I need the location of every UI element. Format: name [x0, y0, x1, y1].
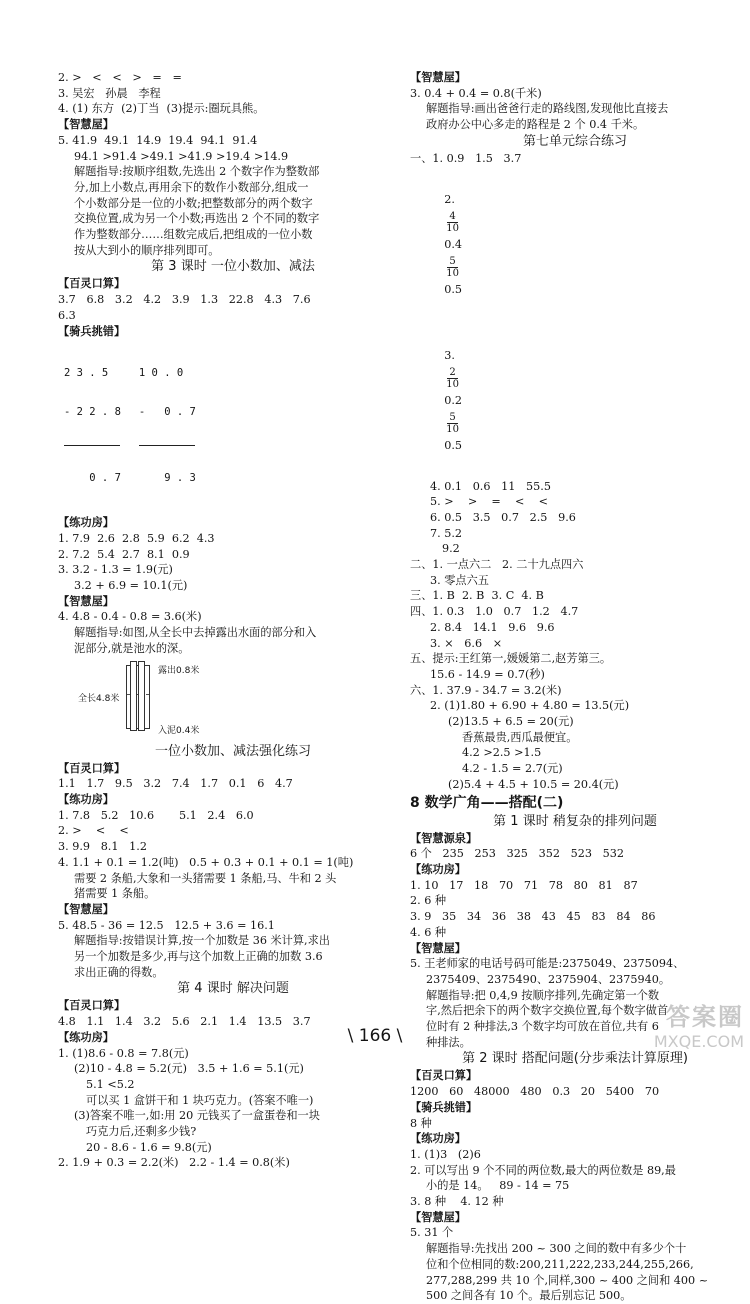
- answer-line: 小的是 14。 89 - 14 = 75: [426, 1179, 570, 1193]
- section-label: 【智慧屋】: [58, 117, 114, 132]
- numerator: 4: [449, 210, 456, 222]
- answer-line: 6 个 235 253 325 352 523 532: [410, 847, 624, 861]
- explanation-line: 解题指导:画出爸爸行走的路线图,发现他比直接去: [426, 102, 669, 116]
- answer-line: 1.1 1.7 9.5 3.2 7.4 1.7 0.1 6 4.7: [58, 777, 293, 791]
- fraction: [446, 412, 459, 435]
- answer-line: 四、1. 0.3 1.0 0.7 1.2 4.7: [410, 605, 579, 619]
- calc-row: - 0 . 7: [138, 406, 196, 419]
- answer-line: 5. 41.9 49.1 14.9 19.4 94.1 91.4: [58, 133, 258, 147]
- section-label: 【百灵口算】: [58, 276, 126, 291]
- answer-line: 3. 吴宏 孙晨 李程: [58, 86, 161, 100]
- label-above-water: 露出0.8米: [158, 665, 200, 676]
- answer-line: 4. 6 种: [410, 925, 447, 939]
- section-label: 【练功房】: [58, 791, 114, 806]
- answer-line: 5. > > = < <: [430, 495, 548, 509]
- answer-line: 3. 8 种 4. 12 种: [410, 1195, 504, 1209]
- answer-line: 猪需要 1 条船。: [74, 887, 156, 901]
- lesson-title: 第 4 课时 解决问题: [177, 981, 289, 997]
- decimal-value: 0.2: [444, 393, 463, 407]
- answer-line: 3.7 6.8 3.2 4.2 3.9 1.3 22.8 4.3 7.6: [58, 293, 311, 307]
- answer-line: 2. > < < > = =: [58, 71, 182, 84]
- section-label: 【智慧屋】: [410, 940, 466, 955]
- calc-rule: [139, 445, 195, 446]
- answer-line: 9.2: [442, 542, 460, 556]
- explanation-line: 作为整数部分……组数完成后,把组成的一位小数: [74, 228, 313, 242]
- calc-row: - 2 2 . 8: [64, 406, 121, 419]
- calc-row: 1 0 . 0: [138, 367, 184, 380]
- explanation-line: 另一个加数是多少,再与这个加数上正确的加数 3.6: [74, 950, 323, 964]
- calc-row: 0 . 7: [64, 472, 121, 485]
- numerator: 5: [449, 255, 456, 267]
- explanation-line: 解题指导:先找出 200 ~ 300 之间的数中有多少个十: [426, 1242, 687, 1256]
- explanation-line: 种排法。: [426, 1035, 471, 1049]
- explanation-line: 位和个位相同的数:200,211,222,233,244,255,266,: [426, 1257, 694, 1271]
- section-label: 【智慧屋】: [410, 70, 466, 84]
- answer-line: 五、提示:王红第一,媛媛第二,赵芳第三。: [410, 652, 612, 666]
- right-column: [410, 70, 740, 1304]
- section-label: 【智慧屋】: [58, 593, 114, 608]
- answer-line: 8 种: [410, 1116, 432, 1130]
- answer-line: 94.1 >91.4 >49.1 >41.9 >19.4 >14.9: [74, 149, 289, 163]
- answer-line: 4. 4.8 - 0.4 - 0.8 = 3.6(米): [58, 610, 202, 624]
- answer-line: 3. 3.2 - 1.3 = 1.9(元): [58, 563, 173, 577]
- section-label: 【练功房】: [58, 1029, 114, 1044]
- answer-line: (2)10 - 4.8 = 5.2(元) 3.5 + 1.6 = 5.1(元): [74, 1062, 304, 1076]
- vertical-calc-b: [139, 341, 196, 511]
- section-label: 【百灵口算】: [410, 1068, 478, 1083]
- chapter-title: 8 数学广角——搭配(二): [410, 794, 564, 811]
- fraction-row: [410, 167, 740, 323]
- answer-line: 1. 7.9 2.6 2.8 5.9 6.2 4.3: [58, 531, 215, 545]
- answer-line: (2)5.4 + 4.5 + 10.5 = 20.4(元): [448, 777, 619, 791]
- watermark-logo: [654, 997, 744, 1051]
- watermark-url: MXQE.COM: [653, 1032, 744, 1051]
- decimal-value: 0.4: [444, 237, 463, 251]
- lesson-title: 第 2 课时 搭配问题(分步乘法计算原理): [462, 1051, 688, 1067]
- vertical-calc-a: [64, 341, 121, 511]
- answer-line: 1. 10 17 18 70 71 78 80 81 87: [410, 878, 638, 892]
- page-number: \ 166 \: [347, 1026, 403, 1046]
- explanation-line: 政府办公中心多走的路程是 2 个 0.4 千米。: [426, 118, 645, 132]
- denominator: 10: [446, 222, 459, 234]
- item-number: 3.: [444, 348, 455, 362]
- section-label: 【智慧源泉】: [410, 830, 478, 845]
- denominator: 10: [446, 378, 459, 390]
- section-label: 【练功房】: [410, 861, 466, 876]
- explanation-line: 277,288,299 共 10 个,同样,300 ~ 400 之间和 400 ~: [426, 1273, 709, 1287]
- answer-line: 1200 60 48000 480 0.3 20 5400 70: [410, 1085, 660, 1099]
- answer-line: 3. 0.4 + 0.4 = 0.8(千米): [410, 86, 542, 100]
- calc-row: 2 3 . 5: [64, 367, 109, 380]
- vertical-calculations: [58, 341, 408, 511]
- answer-line: 二、1. 一点六二 2. 二十九点四六: [410, 558, 584, 572]
- answer-line: 3. 零点六五: [430, 573, 489, 587]
- numerator: 2: [449, 366, 456, 378]
- answer-line: 2. (1)1.80 + 6.90 + 4.80 = 13.5(元): [430, 699, 630, 713]
- answer-line: 六、1. 37.9 - 34.7 = 3.2(米): [410, 683, 562, 697]
- fraction: [446, 256, 459, 279]
- section-label: 【智慧屋】: [410, 1209, 466, 1224]
- pole-right: [138, 661, 145, 731]
- answer-line: 2. 可以写出 9 个不同的两位数,最大的两位数是 89,最: [410, 1163, 676, 1177]
- label-in-mud: 入泥0.4米: [158, 725, 200, 736]
- unit-title: 第七单元综合练习: [522, 133, 627, 149]
- answer-line: 2. 1.9 + 0.3 = 2.2(米) 2.2 - 1.4 = 0.8(米): [58, 1156, 290, 1170]
- explanation-line: 分,加上小数点,再用余下的数作小数部分,组成一: [74, 180, 309, 194]
- explanation-line: 按从大到小的顺序排列即可。: [74, 243, 220, 257]
- left-column: [58, 70, 408, 1171]
- answer-line: 15.6 - 14.9 = 0.7(秒): [430, 667, 545, 681]
- explanation-line: 解题指导:把 0,4,9 按顺序排列,先确定第一个数: [426, 988, 660, 1002]
- answer-line: 三、1. B 2. B 3. C 4. B: [410, 589, 544, 603]
- section-label: 【百灵口算】: [58, 998, 126, 1013]
- answer-line: 4. 1.1 + 0.1 = 1.2(吨) 0.5 + 0.3 + 0.1 + 0.1 = 1(吨): [58, 855, 354, 869]
- answer-line: 1. 7.8 5.2 10.6 5.1 2.4 6.0: [58, 808, 254, 822]
- answer-line: 4.8 1.1 1.4 3.2 5.6 2.1 1.4 13.5 3.7: [58, 1015, 311, 1029]
- section-label: 【骑兵挑错】: [58, 323, 126, 338]
- answer-line: 2. 7.2 5.4 2.7 8.1 0.9: [58, 547, 190, 561]
- label-total-length: 全长4.8米: [78, 693, 120, 704]
- answer-line: 香蕉最贵,西瓜最便宜。: [462, 730, 578, 744]
- answer-line: 1. (1)8.6 - 0.8 = 7.8(元): [58, 1046, 189, 1060]
- answer-line: 4.2 - 1.5 = 2.7(元): [462, 762, 563, 776]
- explanation-line: 位时有 2 种排法,3 个数字均可放在首位,共有 6: [426, 1020, 659, 1034]
- denominator: 10: [446, 267, 459, 279]
- section-label: 【练功房】: [58, 515, 114, 530]
- pole-left: [130, 661, 137, 731]
- answer-line: 5. 31 个: [410, 1226, 454, 1240]
- calc-rule: [64, 445, 120, 446]
- answer-line: 3. × 6.6 ×: [430, 636, 503, 650]
- answer-line: 3. 9 35 34 36 38 43 45 83 84 86: [410, 910, 656, 924]
- answer-line: 4.2 >2.5 >1.5: [462, 746, 542, 760]
- item-number: 2.: [444, 192, 455, 206]
- section-label: 【智慧屋】: [58, 901, 114, 916]
- answer-line: 2. 6 种: [410, 894, 447, 908]
- answer-line: 1. (1)3 (2)6: [410, 1147, 481, 1161]
- answer-line: 2. 8.4 14.1 9.6 9.6: [430, 620, 555, 634]
- answer-line: 6. 0.5 3.5 0.7 2.5 9.6: [430, 510, 576, 524]
- watermark-main: 答案圈: [666, 1003, 744, 1031]
- answer-line: 4. 0.1 0.6 11 55.5: [430, 479, 551, 493]
- answer-line: 20 - 8.6 - 1.6 = 9.8(元): [86, 1140, 212, 1154]
- answer-line: 一、1. 0.9 1.5 3.7: [410, 151, 522, 165]
- pool-depth-diagram: [78, 661, 408, 739]
- explanation-line: 500 之间各有 10 个。最后别忘记 500。: [426, 1289, 632, 1303]
- answer-line: 5. 48.5 - 36 = 12.5 12.5 + 3.6 = 16.1: [58, 918, 275, 932]
- answer-line: 4. (1) 东方 (2)丁当 (3)提示:圈玩具熊。: [58, 102, 265, 116]
- answer-line: 可以买 1 盒饼干和 1 块巧克力。(答案不唯一): [86, 1093, 314, 1107]
- denominator: 10: [446, 423, 459, 435]
- explanation-line: 字,然后把余下的两个数字交换位置,每个数字做首: [426, 1004, 669, 1018]
- section-label: 【骑兵挑错】: [410, 1099, 478, 1114]
- section-label: 【百灵口算】: [58, 760, 126, 775]
- answer-line: 需要 2 条船,大象和一头猪需要 1 条船,马、牛和 2 头: [74, 871, 337, 885]
- decimal-value: 0.5: [444, 282, 463, 296]
- answer-line: 2375409、2375490、2375904、2375940。: [426, 972, 671, 986]
- section-label: 【练功房】: [410, 1131, 466, 1146]
- numerator: 5: [449, 411, 456, 423]
- lesson-title: 第 1 课时 稍复杂的排列问题: [493, 813, 657, 829]
- practice-title: 一位小数加、减法强化练习: [154, 743, 311, 759]
- lesson-title: 第 3 课时 一位小数加、减法: [151, 259, 315, 275]
- answer-line: 7. 5.2: [430, 526, 463, 540]
- explanation-line: 个小数部分是一位的小数;把整数部分的两个数字: [74, 196, 313, 210]
- fraction: [446, 367, 459, 390]
- explanation-line: 解题指导:按顺序组数,先选出 2 个数字作为整数部: [74, 165, 320, 179]
- answer-line: 巧克力后,还剩多少钱?: [86, 1125, 197, 1139]
- answer-line: 6.3: [58, 308, 76, 322]
- calc-row: 9 . 3: [138, 472, 196, 485]
- explanation-line: 泥部分,就是池水的深。: [74, 641, 190, 655]
- explanation-line: 解题指导:按错误计算,按一个加数是 36 米计算,求出: [74, 934, 330, 948]
- answer-line: (3)答案不唯一,如:用 20 元钱买了一盒蛋卷和一块: [74, 1109, 320, 1123]
- explanation-line: 解题指导:如图,从全长中去掉露出水面的部分和入: [74, 626, 317, 640]
- explanation-line: 求出正确的得数。: [74, 965, 164, 979]
- answer-line: 3. 9.9 8.1 1.2: [58, 840, 147, 854]
- answer-line: 5. 王老师家的电话号码可能是:2375049、2375094、: [410, 957, 685, 971]
- answer-line: 3.2 + 6.9 = 10.1(元): [74, 579, 188, 593]
- answer-line: 5.1 <5.2: [86, 1077, 135, 1091]
- answer-line: 2. > < <: [58, 824, 129, 838]
- answer-line: (2)13.5 + 6.5 = 20(元): [448, 715, 574, 729]
- fraction-row: [410, 323, 740, 479]
- explanation-line: 交换位置,成为另一个小数;再选出 2 个不同的数字: [74, 212, 320, 226]
- fraction: [446, 211, 459, 234]
- decimal-value: 0.5: [444, 438, 463, 452]
